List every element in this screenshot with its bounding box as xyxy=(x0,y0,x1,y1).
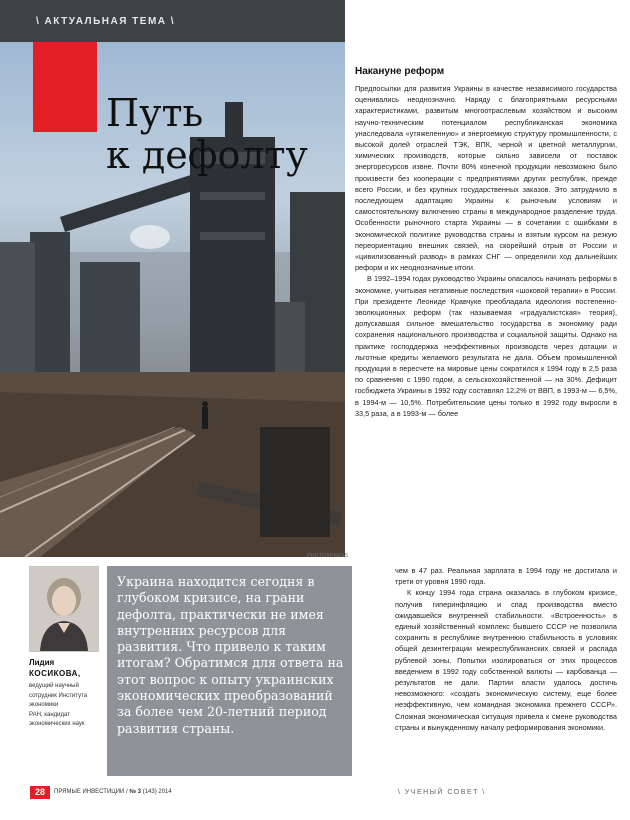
author-info xyxy=(29,658,113,730)
author-first-name: Лидия xyxy=(29,658,55,667)
headline xyxy=(106,92,308,176)
author-bio-line: экономических наук xyxy=(29,721,85,727)
article-paragraph: К концу 1994 года страна оказалась в глубоком кризисе, получив гиперинфляцию и спад производства вместо ожидавшейся внутренней стабильности. «Встроенность» в единый хозяйственный комплекс бывшего СССР не позволила сохранить в республике внутреннюю стабильность в условиях общей дезинтеграции межреспубликанских связей и распада рублевой зоны. Попытки изолироваться от этих процессов введением в 1992 году собственной валюты — карбованца — результатов не дали. Партии власти удалось достичь невозможного: «создать экономическую систему, еще более неэффективную, чем командная экономика прежнего СССР». Сложная экономическая ситуация привела к смене руководства страны и вынужденному началу реформирования экономики. xyxy=(395,588,617,732)
author-last-name: КОСИКОВА, xyxy=(29,669,81,678)
issue-details: (143) 2014 xyxy=(142,789,172,795)
author-portrait xyxy=(29,566,99,652)
journal-footer xyxy=(54,789,172,795)
top-rubric-bar xyxy=(0,0,345,42)
journal-name: ПРЯМЫЕ ИНВЕСТИЦИИ / xyxy=(54,789,128,795)
page-number: 28 xyxy=(30,786,50,799)
author-bio-line: экономики xyxy=(29,702,59,708)
article-paragraph: Предпосылки для развития Украины в качестве независимого государства оценивались неоднозначно. Наряду с благоприятными ресурсными характеристиками, развитым многоотраслевым хозяйством и высоким научно-техническим потенциалом республиканская экономика унаследовала «утяжеленную» и энергоемкую структуру промышленности, с высокой долей отраслей ТЭК, ВПК, черной и цветной металлургии, химических производств, которые сильно зависели от поставок энергоресурсов извне. Почти 80% конечной продукции невозможно было произвести без кооперации с предприятиями других республик, прежде всего России, и без крупных государственных заказов. Это затруднило в последующем адаптацию Украины к рыночным условиям и самостоятельному включению страны в международное разделение труда. Особенности рыночного старта Украины — в сочетании с ошибками в экономической политике руководства страны и взятым курсом на резкую переориентацию внешних связей, на скорейший отрыв от России и «цивилизованный развод» в рамках СНГ — определили ход дальнейших реформ и их неоднозначные итоги. xyxy=(355,84,617,273)
issue-label: № 3 xyxy=(129,789,142,795)
article-column xyxy=(355,66,617,419)
headline-line-1: Путь xyxy=(106,91,204,135)
article-paragraph: чем в 47 раз. Реальная зарплата в 1994 году не достигала и трети от уровня 1990 года. xyxy=(395,566,617,587)
lead-quote-text: Украина находится сегодня в глубоком кризисе, на грани дефолта, практически не имея внутренних ресурсов для развития. Что привело к таким итогам? Обратимся для ответа на этот вопрос к опыту украинских экономических преобразований за более чем 20-летний период развития страны. xyxy=(117,574,344,736)
headline-line-2: к дефолту xyxy=(106,133,308,177)
author-bio-line: сотрудник Института xyxy=(29,692,88,699)
author-bio-line: ведущий научный xyxy=(29,683,79,689)
red-accent-block xyxy=(33,42,97,132)
rubric-label: \ АКТУАЛЬНАЯ ТЕМА \ xyxy=(36,16,176,27)
author-bio xyxy=(29,682,113,730)
section-footer: \ УЧЕНЫЙ СОВЕТ \ xyxy=(398,789,486,796)
lead-quote-box xyxy=(107,566,352,776)
article-paragraph: В 1992–1994 годах руководство Украины опасалось начинать реформы в экономике, учитывая негативные последствия «шоковой терапии» в России. При президенте Леониде Кравчуке преобладала идеология постепенно-эволюционных реформ (так называемая «градуалистская» теория), допускавшая сильное вмешательство государства в экономику ради сохранения национального производства и социальной защиты. Однако на практике господдержка неэффективных производств через дотации и льготные кредиты желаемого результата не дала. Объем промышленной продукции в пересчете на мировые цены сократился к 1994 году в 2,5 раза по сравнению с 1990 годом, а сельскохозяйственной — на 30%. Дефицит госбюджета Украины в 1992 году составлял 12,2% от ВВП, в 1993-м — 6,5%, в 1994-м — 10,5%. Потребительские цены только в 1992 году выросли в 33,5 раза, а в 1993-м — более xyxy=(355,274,617,418)
photo-credit: PHOTOXPRESS xyxy=(307,553,349,559)
author-bio-line: РАН, кандидат xyxy=(29,711,70,718)
article-subheading: Накануне реформ xyxy=(355,66,445,77)
article-continuation xyxy=(395,565,617,733)
